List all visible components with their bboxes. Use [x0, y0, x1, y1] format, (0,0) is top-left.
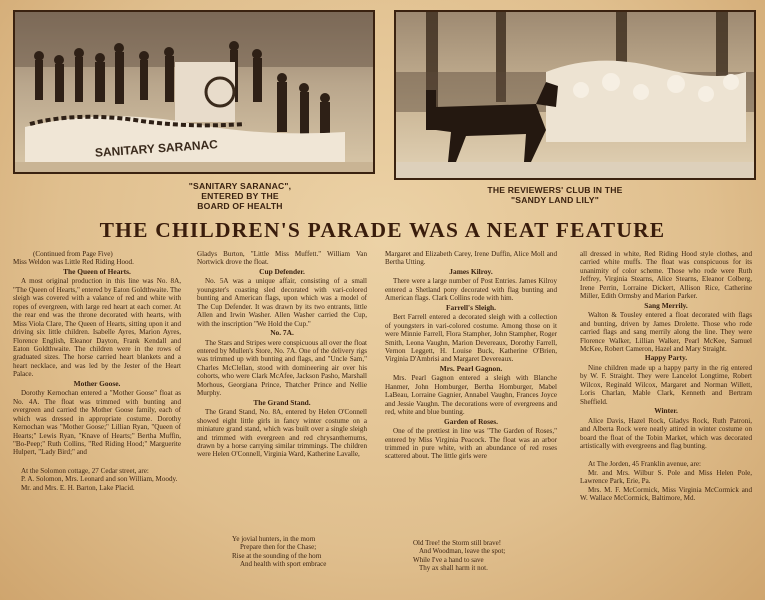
paragraph: Mrs. Pearl Gagnon entered a sleigh with Blanche Hanmer, John Homburger, Bertha Homburger, Mabel LaBeau, Lorraine Gagnier, Annabel Vaughn, Frances Joyce and Jessie Vaughn. The decorations were of evergreens and red, white and blue bunting.: [385, 374, 557, 417]
paragraph: The Grand Stand, No. 8A, entered by Helen O'Connell showed eight little girls in fancy winter costume on a miniature grand stand, which was built over a single sleigh and trimmed with evergreen and red chrysanthemums, drawn by a horse carrying similar trimmings. The children were Helen O'Connell, Virginia Ward, Katherine Lavalle,: [197, 408, 367, 459]
photo-sanitary-saranac: [13, 10, 375, 174]
caption-right-line: THE REVIEWERS' CLUB IN THE: [487, 185, 623, 195]
section-heading: Happy Party.: [644, 353, 688, 363]
poem-line: Thy ax shall harm it not.: [419, 564, 488, 573]
section-heading: Cup Defender.: [259, 266, 305, 276]
section-heading: Mrs. Pearl Gagnon.: [439, 363, 503, 373]
paragraph: There were a large number of Post Entries. James Kilroy entered a Shetland pony decorated with flag bunting and American flags. Clark Collins rode with him.: [385, 277, 557, 303]
paragraph: No. 5A was a unique affair, consisting of a small youngster's coasting sled decorated with vari-colored bunting and American flags, upon which was a model of The Cup Defender. It was drawn by its two entrants, little Allen and Irwin Washer. Allen Washer carried the Cup, with the inscription "We Hold the Cup.": [197, 277, 367, 328]
poem-line: Rise at the sounding of the horn: [232, 551, 322, 560]
caption-left: [170, 181, 310, 211]
caption-left-line: "SANITARY SARANAC", ENTERED BY THE: [188, 181, 292, 201]
paragraph: Mr. and Mrs. Wilbur S. Pole and Miss Helen Pole, Lawrence Park, Erie, Pa.: [580, 468, 752, 486]
section-heading: James Kilroy.: [449, 266, 493, 276]
photo-sanitary-saranac-image: [15, 12, 373, 172]
caption-left-line: BOARD OF HEALTH: [197, 201, 283, 211]
poem-line: And health with sport embrace: [240, 560, 327, 569]
photo-reviewers-club: [394, 10, 756, 180]
article-column-1: [13, 250, 181, 600]
caption-right-line: "SANDY LAND LILY": [511, 195, 599, 205]
paragraph: Gladys Burton, "Little Miss Muffett." William Van Nortwick drove the float.: [197, 250, 367, 267]
paragraph: Nine children made up a happy party in the rig entered by W. F. Straight. They were Lancelot Longtime, Robert Wilcox, Reginald Wilcox, Margaret and Norman Willett, Loris Charlan, Mable Clark, Kenneth and Bertram Sheffield.: [580, 363, 752, 406]
poem-woodman: [413, 539, 505, 573]
poem-line: Old Tree! the Storm still brave!: [413, 539, 502, 547]
paragraph: A most original production in this line was No. 8A, "The Queen of Hearts," entered by Eaton Goldthwaite. The sleigh was covered with a valance of red and white with ropes of evergreen, with large red heart at each corner. At the rear end was the throne decorated with hearts, with Miss Viola Clare, The Queen of Hearts, sitting upon it and driving six little children. Isabelle Ayres, Marion Ayres, Florence English, Eleanor Dayton, Frank Kendall and Eaton Goldthwaite. The children were in the rows of graduated sizes. The horse carried heart blankets and a heart necklace, and was led by the Jester of the Heart Palace.: [13, 277, 181, 379]
paragraph: P. A. Solomon, Mrs. Leonard and son William, Moody.: [21, 475, 178, 484]
poem-line: While I've a hand to save: [413, 555, 484, 564]
section-heading: No. 7A.: [270, 328, 294, 338]
poem-line: And Woodman, leave the spot;: [419, 547, 506, 556]
headline: THE CHILDREN'S PARADE WAS A NEAT FEATURE: [99, 218, 666, 242]
banner-text: SANITARY SARANAC: [94, 137, 219, 160]
paragraph: At the Solomon cottage, 27 Cedar street, are:: [21, 466, 149, 475]
paragraph: The Stars and Stripes were conspicuous all over the float entered by Mullen's Store, No. 7A. One of the delivery rigs was trimmed up with bunting and flags, and "Uncle Sam," Charles McClellan, stood with domineering air over his cohorts, who were Clark McAfee, Jackson Pasho, Marshall Morhous, Georgiana Prince, Thatcher Prince and Nellie Murphy.: [197, 338, 367, 398]
paragraph: Alice Davis, Hazel Rock, Gladys Rock, Ruth Patroni, and Alberta Rock were neatly attired in winter costume on board the float of the Tobin Market, which was decorated artistically with evergreens and flag bunting.: [580, 416, 752, 450]
section-heading: Farrell's Sleigh.: [446, 302, 496, 312]
article-column-4: [580, 250, 752, 600]
paragraph: One of the prettiest in line was "The Garden of Roses," entered by Miss Virginia Peacock. The float was an arbor trimmed in pure white, with an abundance of red roses scattered about. The little girls were: [385, 427, 557, 461]
photo-reviewers-club-image: [396, 12, 754, 178]
continued-note: (Continued from Page Five): [33, 250, 113, 258]
caption-right: [470, 185, 640, 205]
paragraph: Dorothy Kernochan entered a "Mother Goose" float as No. 4A. The float was trimmed with bunting and evergreen and carried the Mother Goose family, each of which was dressed in appropriate costume. Dorothy Kernochan was "Mother Goose;" Lillian Ryan, "Queen of Hearts;" Lewis Ryan, "Knave of Hearts;" Bertha Muffin, "Bo-Peep;" Ruth Collins, "Red Riding Hood;" Marguerite Hulpert, "Lady Bird;" and: [13, 389, 181, 457]
poem-hunters: [232, 535, 326, 569]
paragraph: Bert Farrell entered a decorated sleigh with a collection of youngsters in vari-colored costume. Among those on it were Minnie Farrell, Flora Stampher, John Stampher, Roger Smith, Leona Vaughn, Marion Devereaux, Dorothy Farrell, Vernon Leggett, H. Louise Buck, Katherine O'Brien, Virginia D'Ambrisi and Margaret Devereaux.: [385, 313, 557, 364]
section-heading: Garden of Roses.: [444, 416, 498, 426]
section-heading: Mother Goose.: [73, 378, 121, 388]
poem-line: Ye jovial hunters, in the morn: [232, 535, 316, 543]
section-heading: Sang Merrily.: [644, 300, 688, 310]
paragraph: all dressed in white, Red Riding Hood style clothes, and carried white muffs. The float was conspicuous for its unanimity of color scheme. Those who rode were Ruth Jeffrey, Virginia Stearns, Alice Stearns, Eleanor Colberg, Irene Perrin, Lorraine Dickert, Allison Rice, Catherine Miller, Edith Ormsby and Marion Parker.: [580, 250, 752, 301]
paragraph: Mrs. M. F. McCormick, Miss Virginia McCormick and W. Wallace McCormick, Baltimore, Md.: [580, 485, 752, 503]
section-heading: The Grand Stand.: [253, 397, 311, 407]
paragraph: At The Jorden, 45 Franklin avenue, are:: [588, 460, 701, 469]
paragraph: Walton & Tousley entered a float decorated with flags and bunting, driven by James Drolette. Those who rode carried flags and sang merrily along the line. They were Florence Walker, Lillian Walker, Pearl McKee, Samuel McKee, Robert Cameron, Hazel and Mary Straight.: [580, 311, 752, 353]
paragraph: Miss Weldon was Little Red Riding Hood.: [13, 258, 134, 267]
section-heading: The Queen of Hearts.: [63, 266, 131, 276]
article-column-2: [197, 250, 367, 532]
article-column-3: [385, 250, 557, 532]
section-heading: Winter.: [654, 406, 678, 416]
paragraph: Mr. and Mrs. E. H. Barton, Lake Placid.: [21, 483, 135, 492]
poem-line: Prepare then for the Chase;: [240, 543, 317, 552]
paragraph: Margaret and Elizabeth Carey, Irene Duffin, Alice Moll and Bertha Utting.: [385, 250, 557, 267]
